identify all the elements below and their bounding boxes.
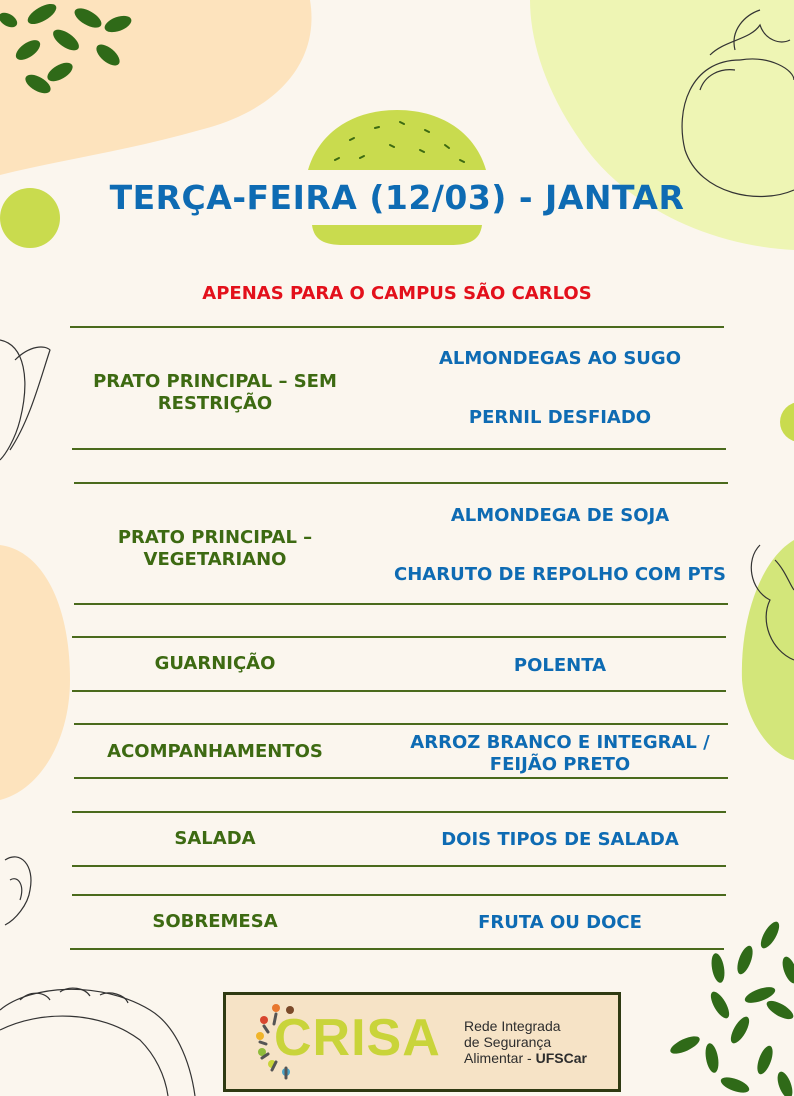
divider-line: [72, 690, 726, 692]
lime-circle-right: [780, 402, 794, 442]
category-main-dish-unrestricted: PRATO PRINCIPAL – SEM RESTRIÇÃO: [93, 371, 337, 414]
divider-line: [72, 894, 726, 896]
page-title: TERÇA-FEIRA (12/03) - JANTAR: [109, 178, 685, 217]
crisa-logo-tagline: [464, 1018, 587, 1066]
divider-line: [74, 723, 728, 725]
menu-item: ALMONDEGAS AO SUGO: [438, 348, 681, 369]
divider-line: [74, 777, 728, 779]
menu-item: POLENTA: [513, 655, 607, 676]
category-main-dish-vegetarian: PRATO PRINCIPAL – VEGETARIANO: [117, 527, 313, 570]
taco-outline: [0, 988, 195, 1096]
menu-item: PERNIL DESFIADO: [468, 407, 652, 428]
divider-line: [74, 482, 728, 484]
category-dessert: SOBREMESA: [152, 911, 278, 932]
burger-bun-bottom: [312, 225, 482, 245]
tagline-line-2: de Segurança: [464, 1034, 552, 1050]
category-side-dish: GUARNIÇÃO: [154, 653, 276, 674]
campus-notice: APENAS PARA O CAMPUS SÃO CARLOS: [202, 283, 592, 304]
menu-item: FRUTA OU DOCE: [478, 912, 642, 933]
tagline-line-3: [464, 1050, 587, 1066]
leaf-pattern-bottom-right: [668, 919, 794, 1096]
category-salad: SALADA: [174, 828, 256, 849]
crisa-logo-wordmark: CRISA: [274, 1009, 441, 1067]
menu-item: CHARUTO DE REPOLHO COM PTS: [394, 564, 726, 585]
tagline-ufscar: UFSCar: [535, 1050, 587, 1066]
lime-blob-right: [742, 540, 794, 760]
divider-line: [70, 326, 724, 328]
divider-line: [70, 948, 724, 950]
menu-item: DOIS TIPOS DE SALADA: [441, 829, 679, 850]
divider-line: [72, 636, 726, 638]
peach-blob-left: [0, 545, 70, 800]
divider-line: [72, 865, 726, 867]
divider-line: [72, 448, 726, 450]
divider-line: [74, 603, 728, 605]
menu-item: ARROZ BRANCO E INTEGRAL / FEIJÃO PRETO: [410, 732, 710, 775]
menu-item: ALMONDEGA DE SOJA: [450, 505, 670, 526]
tagline-line-3-text: Alimentar -: [464, 1050, 536, 1066]
burger-bun-top: [308, 110, 486, 170]
lettuce-outline-small: [5, 857, 31, 925]
category-accompaniments: ACOMPANHAMENTOS: [107, 741, 323, 762]
tagline-line-1: Rede Integrada: [464, 1018, 561, 1034]
divider-line: [72, 811, 726, 813]
lettuce-outline-left: [0, 340, 50, 460]
